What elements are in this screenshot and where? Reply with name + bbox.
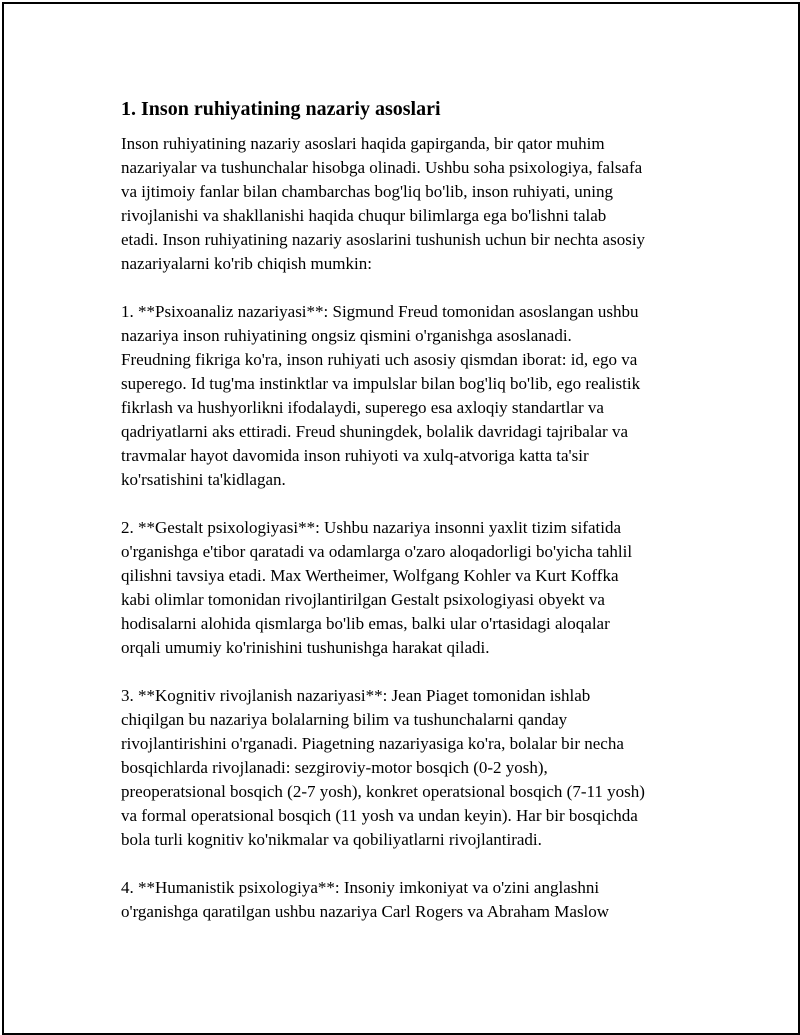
text-line: rivojlanishi va shakllanishi haqida chuqur bilimlarga ega bo'lishni talab bbox=[121, 206, 607, 225]
psychoanalysis-paragraph bbox=[121, 300, 706, 492]
text-line: etadi. Inson ruhiyatining nazariy asoslarini tushunish uchun bir nechta asosiy bbox=[121, 230, 646, 249]
text-line: 1. **Psixoanaliz nazariyasi**: Sigmund Freud tomonidan asoslangan ushbu bbox=[121, 302, 639, 321]
text-line: hodisalarni alohida qismlarga bo'lib emas, balki ular o'rtasidagi aloqalar bbox=[121, 614, 610, 633]
text-line: o'rganishga e'tibor qaratadi va odamlarga o'zaro aloqadorligi bo'yicha tahlil bbox=[121, 542, 633, 561]
text-line: bosqichlarda rivojlanadi: sezgiroviy-motor bosqich (0-2 yosh), bbox=[121, 758, 548, 777]
section-title: 1. Inson ruhiyatining nazariy asoslari bbox=[121, 98, 441, 120]
text-line: va formal operatsional bosqich (11 yosh va undan keyin). Har bir bosqichda bbox=[121, 806, 638, 825]
text-line: preoperatsional bosqich (2-7 yosh), konkret operatsional bosqich (7-11 yosh) bbox=[121, 782, 645, 801]
text-line: nazariya inson ruhiyatining ongsiz qismini o'rganishga asoslanadi. bbox=[121, 326, 572, 345]
text-line: Inson ruhiyatining nazariy asoslari haqida gapirganda, bir qator muhim bbox=[121, 134, 605, 153]
text-line: ko'rsatishini ta'kidlagan. bbox=[121, 470, 286, 489]
text-line: bola turli kognitiv ko'nikmalar va qobiliyatlarni rivojlantiradi. bbox=[121, 830, 542, 849]
intro-paragraph bbox=[121, 132, 706, 276]
humanistic-paragraph bbox=[121, 876, 706, 924]
page-frame bbox=[2, 2, 800, 1035]
gestalt-paragraph bbox=[121, 516, 706, 660]
text-line: Freudning fikriga ko'ra, inson ruhiyati uch asosiy qismdan iborat: id, ego va bbox=[121, 350, 638, 369]
text-line: 4. **Humanistik psixologiya**: Insoniy imkoniyat va o'zini anglashni bbox=[121, 878, 600, 897]
text-line: nazariyalarni ko'rib chiqish mumkin: bbox=[121, 254, 372, 273]
text-line: superego. Id tug'ma instinktlar va impulslar bilan bog'liq bo'lib, ego realistik bbox=[121, 374, 641, 393]
text-line: qilishni tavsiya etadi. Max Wertheimer, Wolfgang Kohler va Kurt Koffka bbox=[121, 566, 619, 585]
cognitive-paragraph bbox=[121, 684, 706, 852]
text-line: rivojlantirishini o'rganadi. Piagetning nazariyasiga ko'ra, bolalar bir necha bbox=[121, 734, 624, 753]
text-line: kabi olimlar tomonidan rivojlantirilgan Gestalt psixologiyasi obyekt va bbox=[121, 590, 605, 609]
text-line: 2. **Gestalt psixologiyasi**: Ushbu nazariya insonni yaxlit tizim sifatida bbox=[121, 518, 622, 537]
text-line: travmalar hayot davomida inson ruhiyoti va xulq-atvoriga katta ta'sir bbox=[121, 446, 589, 465]
text-line: fikrlash va hushyorlikni ifodalaydi, superego esa axloqiy standartlar va bbox=[121, 398, 604, 417]
text-line: va ijtimoiy fanlar bilan chambarchas bog'liq bo'lib, inson ruhiyati, uning bbox=[121, 182, 613, 201]
text-line: orqali umumiy ko'rinishini tushunishga harakat qiladi. bbox=[121, 638, 490, 657]
text-line: nazariyalar va tushunchalar hisobga olinadi. Ushbu soha psixologiya, falsafa bbox=[121, 158, 643, 177]
document-body bbox=[121, 96, 706, 948]
text-line: o'rganishga qaratilgan ushbu nazariya Carl Rogers va Abraham Maslow bbox=[121, 902, 610, 921]
text-line: 3. **Kognitiv rivojlanish nazariyasi**: Jean Piaget tomonidan ishlab bbox=[121, 686, 591, 705]
text-line: chiqilgan bu nazariya bolalarning bilim va tushunchalarni qanday bbox=[121, 710, 568, 729]
text-line: qadriyatlarni aks ettiradi. Freud shuningdek, bolalik davridagi tajribalar va bbox=[121, 422, 629, 441]
